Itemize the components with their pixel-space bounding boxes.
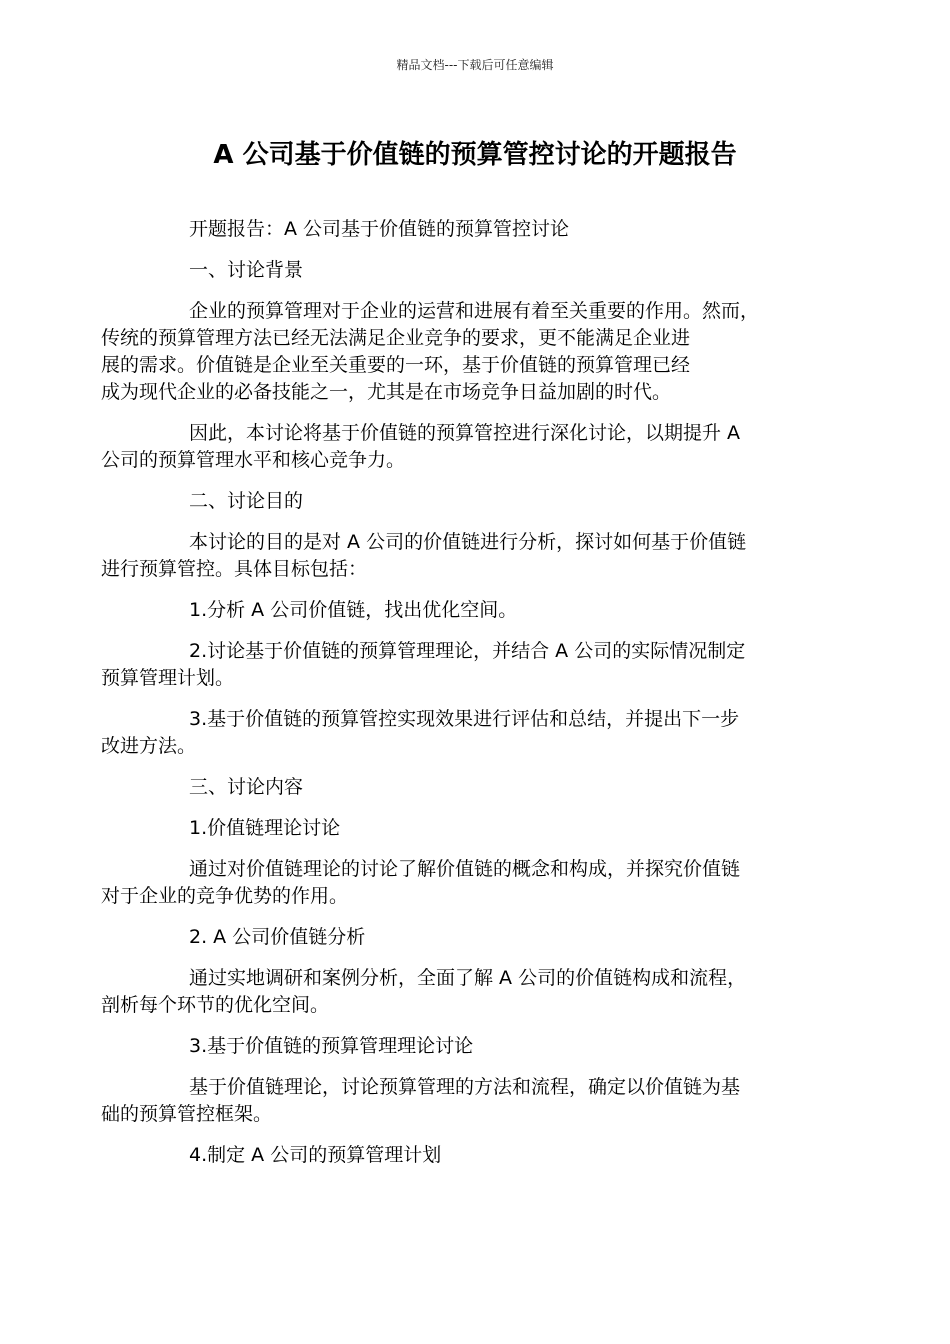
paragraph-line: 对于企业的竞争优势的作用。 xyxy=(101,885,349,907)
paragraph xyxy=(101,856,805,910)
paragraph-line: 基于价值链理论，讨论预算管理的方法和流程，确定以价值链为基 xyxy=(189,1076,741,1098)
paragraph-line: 二、讨论目的 xyxy=(189,490,304,512)
paragraph xyxy=(101,420,805,474)
paragraph-line: 本讨论的目的是对 A 公司的价值链进行分析，探讨如何基于价值链 xyxy=(189,531,747,553)
paragraph-line: 预算管理计划。 xyxy=(101,667,235,689)
paragraph xyxy=(145,924,805,951)
paragraph xyxy=(145,257,805,284)
paragraph-line: 通过实地调研和案例分析，全面了解 A 公司的价值链构成和流程， xyxy=(189,967,747,989)
paragraph-line: 剖析每个环节的优化空间。 xyxy=(101,994,330,1016)
paragraph xyxy=(145,1033,805,1060)
document-body xyxy=(101,216,805,1183)
paragraph xyxy=(145,1142,805,1169)
paragraph-line: 三、讨论内容 xyxy=(189,776,304,798)
paragraph xyxy=(101,529,805,583)
paragraph-line: 改进方法。 xyxy=(101,735,197,757)
paragraph-line: 因此，本讨论将基于价值链的预算管控进行深化讨论，以期提升 A xyxy=(189,422,741,444)
paragraph-line: 一、讨论背景 xyxy=(189,259,304,281)
paragraph xyxy=(101,706,805,760)
paragraph xyxy=(101,638,805,692)
paragraph xyxy=(101,298,805,406)
document-title: A 公司基于价值链的预算管控讨论的开题报告 xyxy=(213,140,737,170)
paragraph xyxy=(145,216,805,243)
paragraph-line: 进行预算管控。具体目标包括： xyxy=(101,558,368,580)
paragraph-line: 通过对价值链理论的讨论了解价值链的概念和构成，并探究价值链 xyxy=(189,858,741,880)
paragraph-line: 成为现代企业的必备技能之一，尤其是在市场竞争日益加剧的时代。 xyxy=(101,381,672,403)
paragraph-line: 3.基于价值链的预算管理理论讨论 xyxy=(189,1035,474,1057)
paragraph-line: 4.制定 A 公司的预算管理计划 xyxy=(189,1144,442,1166)
paragraph-line: 2.讨论基于价值链的预算管理理论，并结合 A 公司的实际情况制定 xyxy=(189,640,746,662)
paragraph xyxy=(145,597,805,624)
header-note: 精品文档---下载后可任意编辑 xyxy=(396,58,554,72)
paragraph-line: 公司的预算管理水平和核心竞争力。 xyxy=(101,449,406,471)
paragraph xyxy=(101,1074,805,1128)
paragraph-line: 开题报告：A 公司基于价值链的预算管控讨论 xyxy=(189,218,570,240)
paragraph-line: 企业的预算管理对于企业的运营和进展有着至关重要的作用。然而， xyxy=(189,300,760,322)
paragraph-line: 2. A 公司价值链分析 xyxy=(189,926,366,948)
paragraph xyxy=(101,965,805,1019)
paragraph-line: 展的需求。价值链是企业至关重要的一环，基于价值链的预算管理已经 xyxy=(101,354,691,376)
paragraph-line: 础的预算管控框架。 xyxy=(101,1103,273,1125)
paragraph xyxy=(145,488,805,515)
paragraph xyxy=(145,815,805,842)
paragraph-line: 1.价值链理论讨论 xyxy=(189,817,341,839)
paragraph xyxy=(145,774,805,801)
paragraph-line: 3.基于价值链的预算管控实现效果进行评估和总结，并提出下一步 xyxy=(189,708,740,730)
paragraph-line: 传统的预算管理方法已经无法满足企业竞争的要求，更不能满足企业进 xyxy=(101,327,691,349)
paragraph-line: 1.分析 A 公司价值链，找出优化空间。 xyxy=(189,599,518,621)
